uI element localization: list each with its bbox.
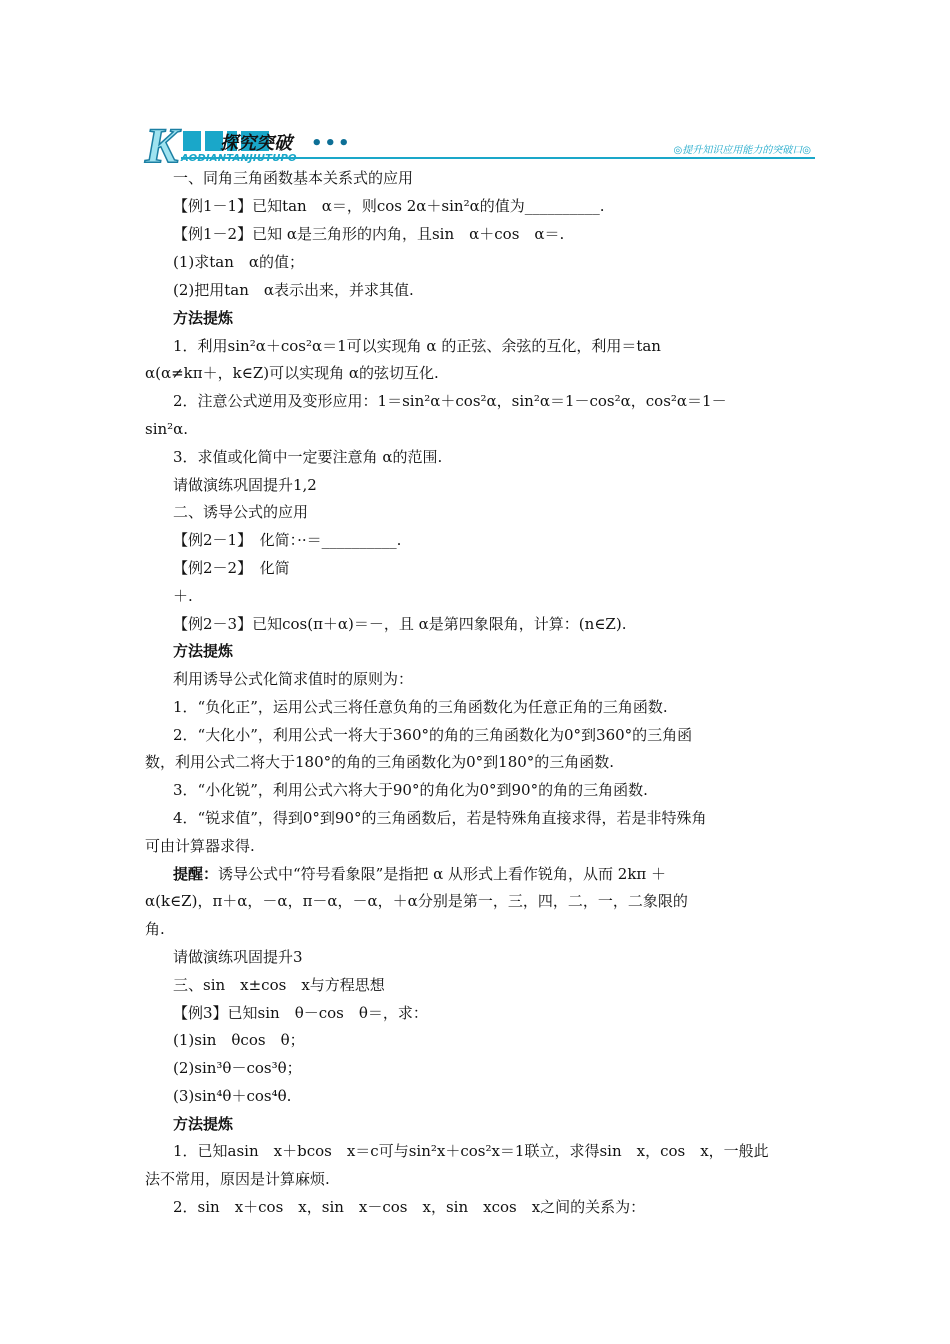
method-heading: 方法提炼 — [173, 1115, 234, 1133]
example-line: 【例1－1】已知tan α＝，则cos 2α＋sin²α的值为__________. — [173, 197, 605, 215]
banner-subtitle: AODIANTANJIUTUPO — [181, 153, 297, 164]
question-line: (1)sin θcos θ； — [173, 1031, 305, 1049]
paragraph-line: 2．sin x＋cos x，sin x－cos x，sin xcos x之间的关系为： — [173, 1198, 646, 1216]
example-line: 【例2－3】已知cos(π＋α)＝－，且 α是第四象限角，计算：(n∈Z). — [173, 615, 627, 633]
practice-note: 请做演练巩固提升3 — [173, 948, 303, 966]
example-line: ＋. — [173, 587, 193, 605]
section-heading: 三、sin x±cos x与方程思想 — [173, 976, 385, 994]
paragraph-line: 2．“大化小”，利用公式一将大于360°的角的三角函数化为0°到360°的三角函 — [173, 726, 693, 744]
paragraph-line: 3．求值或化简中一定要注意角 α的范围. — [173, 448, 443, 466]
paragraph-line: 利用诱导公式化简求值时的原则为： — [173, 670, 414, 688]
reminder-text: 诱导公式中“符号看象限”是指把 α 从形式上看作锐角，从而 2kπ ＋ — [218, 865, 667, 883]
paragraph-line: α(α≠kπ＋，k∈Z)可以实现角 α的弦切互化. — [145, 364, 439, 382]
example-line: 【例3】已知sin θ－cos θ＝，求： — [173, 1004, 428, 1022]
method-heading: 方法提炼 — [173, 309, 234, 327]
question-line: (1)求tan α的值； — [173, 253, 305, 271]
banner-letter: K — [145, 117, 179, 173]
paragraph-line: 角. — [145, 920, 165, 938]
paragraph-line: 4．“锐求值”，得到0°到90°的三角函数后，若是特殊角直接求得，若是非特殊角 — [173, 809, 707, 827]
paragraph-line: sin²α. — [145, 420, 189, 438]
paragraph-line: 数，利用公式二将大于180°的角的三角函数化为0°到180°的三角函数. — [145, 753, 615, 771]
reminder-line — [173, 864, 666, 884]
practice-note: 请做演练巩固提升1,2 — [173, 476, 317, 494]
question-line: (2)把用tan α表示出来，并求其值. — [173, 281, 414, 299]
reminder-label: 提醒： — [173, 865, 219, 883]
paragraph-line: 法不常用，原因是计算麻烦. — [145, 1170, 330, 1188]
banner-title: 探究突破 — [220, 133, 292, 154]
question-line: (3)sin⁴θ＋cos⁴θ. — [173, 1087, 292, 1105]
example-line: 【例2－1】 化简：··＝__________. — [173, 531, 402, 549]
paragraph-line: 1．“负化正”，运用公式三将任意负角的三角函数化为任意正角的三角函数. — [173, 698, 668, 716]
example-line: 【例1－2】已知 α是三角形的内角，且sin α＋cos α＝. — [173, 225, 565, 243]
example-line: 【例2－2】 化简 — [173, 559, 290, 577]
paragraph-line: 1．利用sin²α＋cos²α＝1可以实现角 α 的正弦、余弦的互化，利用＝tan — [173, 337, 661, 355]
question-line: (2)sin³θ－cos³θ； — [173, 1059, 302, 1077]
paragraph-line: 1．已知asin x＋bcos x＝c可与sin²x＋cos²x＝1联立，求得sin x，cos x，一般此 — [173, 1142, 769, 1160]
paragraph-line: 3．“小化锐”，利用公式六将大于90°的角化为0°到90°的角的三角函数. — [173, 781, 648, 799]
paragraph-line: α(k∈Z)，π＋α，－α，π－α，－α，＋α分别是第一，三，四，二，一，二象限的 — [145, 892, 688, 910]
section-heading: 一、同角三角函数基本关系式的应用 — [173, 169, 414, 187]
method-heading: 方法提炼 — [173, 642, 234, 660]
banner-tagline: ◎提升知识应用能力的突破口◎ — [673, 145, 811, 156]
paragraph-line: 可由计算器求得. — [145, 837, 255, 855]
section-heading: 二、诱导公式的应用 — [173, 503, 309, 521]
banner-dots: ••• — [311, 133, 352, 154]
paragraph-line: 2．注意公式逆用及变形应用：1＝sin²α＋cos²α，sin²α＝1－cos²α，cos²α＝1－ — [173, 392, 727, 410]
